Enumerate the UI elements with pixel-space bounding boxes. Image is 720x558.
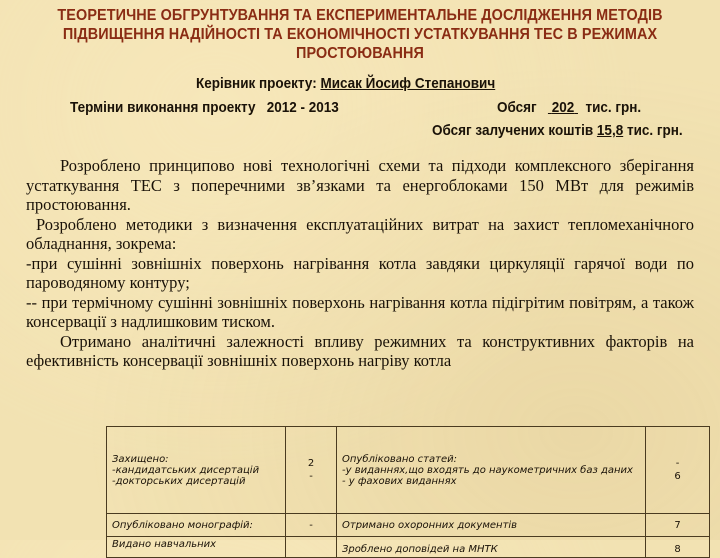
defended-candidate: -кандидатських дисертацій	[112, 464, 260, 476]
monographs-value: -	[286, 514, 337, 537]
articles-label: Опубліковано статей:	[342, 453, 457, 465]
project-lead	[196, 75, 495, 92]
project-lead-name: Мисак Йосиф Степанович	[320, 75, 496, 92]
paragraph-thermal-drying: -- при термічному сушінні зовнішніх поверхонь нагрівання котла підігрітим повітрям, а також консервації з надлишковим тиском.	[26, 292, 694, 331]
mntk-label: Зроблено доповідей на МНТК	[337, 537, 646, 558]
project-terms	[70, 99, 339, 116]
mntk-value: 8	[646, 537, 710, 558]
articles-professional: - у фахових виданнях	[342, 475, 457, 487]
articles-scopus: -у виданнях,що входять до наукометричних баз даних	[342, 464, 633, 476]
defended-value-candidate: 2	[307, 458, 315, 469]
defended-value-cell	[286, 427, 337, 514]
project-volume-label: Обсяг	[497, 99, 537, 116]
articles-cell	[337, 427, 646, 514]
articles-value-professional: 6	[674, 471, 681, 482]
table-row	[107, 514, 710, 537]
table-row	[107, 427, 710, 514]
patents-label: Отримано охоронних документів	[337, 514, 646, 537]
articles-value-cell	[646, 427, 710, 514]
description	[26, 156, 694, 371]
patents-value: 7	[646, 514, 710, 537]
defended-value-doctoral: -	[309, 471, 313, 482]
project-attracted-label: Обсяг залучених коштів	[432, 122, 594, 139]
defended-cell	[107, 427, 286, 514]
paragraph-methods: Розроблено методики з визначення експлуатаційних витрат на захист тепломеханічного обладнання, зокрема:	[26, 214, 694, 253]
defended-label: Захищено:	[112, 453, 169, 465]
paragraph-schemes: Розроблено принципово нові технологічні схеми та підходи комплексного зберігання устаткування ТЕС з поперечними зв’язками та енергоблоками 150 МВт для режимів простоювання.	[26, 156, 694, 214]
monographs-label: Опубліковано монографій:	[107, 514, 286, 537]
project-volume-number: 202	[551, 99, 575, 116]
project-attracted-value: 15,8	[596, 122, 624, 139]
defended-doctoral: -докторських дисертацій	[112, 475, 246, 487]
project-volume-value	[548, 99, 578, 116]
textbooks-label: Видано навчальних	[107, 537, 286, 558]
paragraph-circulation: -при сушінні зовнішніх поверхонь нагрівання котла завдяки циркуляції гарячої води по пароводяному контуру;	[26, 253, 694, 292]
project-lead-label: Керівник проекту:	[196, 75, 317, 92]
project-terms-label: Терміни виконання проекту	[70, 99, 256, 116]
paragraph-dependencies: Отримано аналітичні залежності впливу режимних та конструктивних факторів на ефективність консервації зовнішніх поверхонь нагріву котла	[26, 331, 694, 370]
project-attracted	[432, 122, 683, 139]
results-table	[106, 426, 710, 558]
project-volume-unit: тис. грн.	[585, 99, 642, 116]
articles-value-scopus: -	[675, 458, 680, 469]
page-title: ТЕОРЕТИЧНЕ ОБГРУНТУВАННЯ ТА ЕКСПЕРИМЕНТАЛЬНЕ ДОСЛІДЖЕННЯ МЕТОДІВ ПІДВИЩЕННЯ НАДІЙНОСТІ ТА ЕКОНОМІЧНОСТІ УСТАТКУВАННЯ ТЕС В РЕЖИМАХ ПРОСТОЮВАННЯ	[57, 7, 663, 62]
project-volume	[497, 99, 641, 116]
project-attracted-unit: тис. грн.	[626, 122, 683, 139]
project-terms-value: 2012 - 2013	[266, 99, 339, 116]
